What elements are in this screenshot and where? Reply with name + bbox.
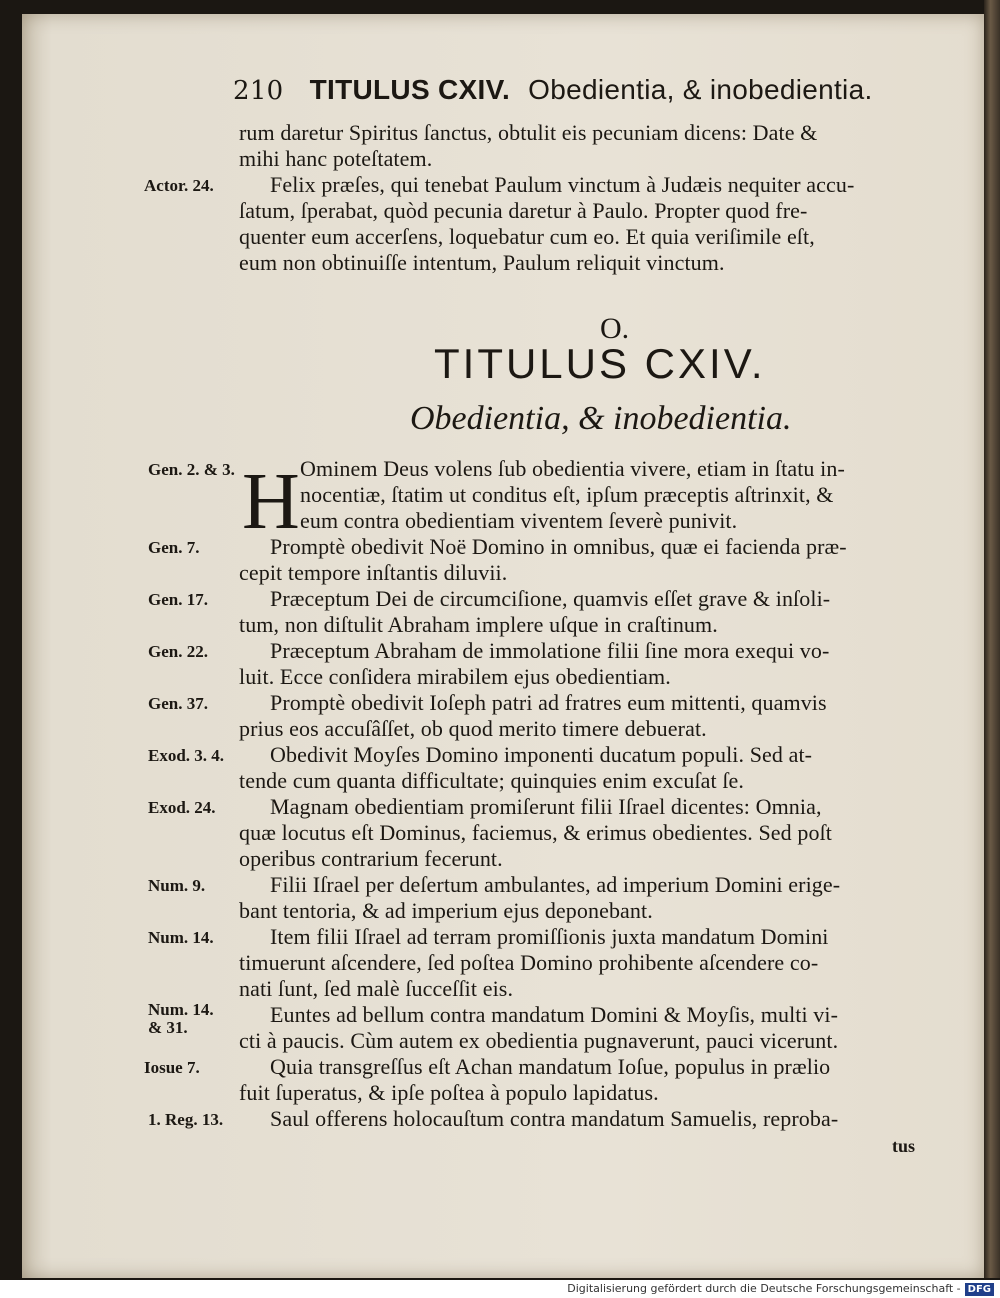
margin-reference: Num. 14.: [148, 928, 214, 947]
catchword: tus: [892, 1136, 916, 1156]
margin-reference: & 31.: [148, 1018, 188, 1037]
section-letter: O.: [600, 312, 630, 345]
text-line: Promptè obedivit Noë Domino in omnibus, quæ ei facienda præ-: [270, 534, 847, 559]
margin-reference: Gen. 7.: [148, 538, 200, 557]
drop-cap: H: [242, 458, 300, 546]
margin-reference: Gen. 22.: [148, 642, 208, 661]
margin-reference: Actor. 24.: [144, 176, 214, 195]
text-line: operibus contrarium fecerunt.: [239, 846, 503, 871]
section-subtitle: Obedientia, & inobedientia.: [410, 400, 792, 437]
text-line: Promptè obedivit Ioſeph patri ad fratres eum mittenti, quamvis: [270, 690, 827, 715]
digitization-footer: [0, 1280, 1000, 1298]
text-line: Quia transgreſſus eſt Achan mandatum Ioſue, populus in prælio: [270, 1054, 831, 1079]
text-line: bant tentoria, & ad imperium ejus deponebant.: [239, 898, 653, 923]
text-line: Euntes ad bellum contra mandatum Domini & Moyſis, multi vi-: [270, 1002, 839, 1027]
page-number: 210: [233, 76, 284, 106]
text-line: tum, non diſtulit Abraham implere uſque in craſtinum.: [239, 612, 718, 637]
text-line: Præceptum Dei de circumciſione, quamvis eſſet grave & inſoli-: [270, 586, 831, 611]
page-content: [22, 14, 984, 1278]
book-edge: [984, 0, 1000, 1278]
text-line: Item filii Iſrael ad terram promiſſionis juxta mandatum Domini: [270, 924, 829, 949]
text-line: nati ſunt, ſed malè ſucceſſit eis.: [239, 976, 514, 1001]
running-head: [233, 74, 893, 106]
margin-reference: Gen. 2. & 3.: [148, 460, 235, 479]
footer-text: Digitalisierung gefördert durch die Deutsche Forschungsgemeinschaft -: [567, 1282, 961, 1295]
text-line: Ominem Deus volens ſub obedientia vivere, etiam in ſtatu in-: [300, 456, 845, 481]
margin-reference: 1. Reg. 13.: [148, 1110, 224, 1129]
text-line: ſatum, ſperabat, quòd pecunia daretur à Paulo. Propter quod fre-: [239, 198, 808, 223]
text-line: mihi hanc poteſtatem.: [239, 146, 433, 171]
text-line: Magnam obedientiam promiſerunt filii Iſrael dicentes: Omnia,: [270, 794, 822, 819]
text-line: quenter eum accerſens, loquebatur cum eo. Et quia veriſimile eſt,: [239, 224, 815, 249]
section-title: TITULUS CXIV.: [434, 340, 766, 387]
dfg-logo-icon: DFG: [965, 1283, 994, 1296]
text-line: prius eos accuſâſſet, ob quod merito timere debuerat.: [239, 716, 707, 741]
text-line: rum daretur Spiritus ſanctus, obtulit eis pecuniam dicens: Date &: [239, 120, 818, 145]
text-line: quæ locutus eſt Dominus, faciemus, & erimus obedientes. Sed poſt: [239, 820, 832, 845]
book-page: [22, 14, 984, 1278]
text-line: nocentiæ, ſtatim ut conditus eſt, ipſum præceptis aſtrinxit, &: [300, 482, 834, 507]
text-line: Obedivit Moyſes Domino imponenti ducatum populi. Sed at-: [270, 742, 813, 767]
margin-reference: Num. 14.: [148, 1000, 214, 1019]
margin-reference: Gen. 37.: [148, 694, 208, 713]
running-head-title: TITULUS CXIV.: [309, 74, 511, 105]
text-line: luit. Ecce conſidera mirabilem ejus obedientiam.: [239, 664, 671, 689]
text-line: eum non obtinuiſſe intentum, Paulum reliquit vinctum.: [239, 250, 725, 275]
text-line: fuit ſuperatus, & ipſe poſtea à populo lapidatus.: [239, 1080, 659, 1105]
margin-reference: Exod. 3. 4.: [148, 746, 225, 765]
text-line: Felix præſes, qui tenebat Paulum vinctum à Judæis nequiter accu-: [270, 172, 855, 197]
text-line: Filii Iſrael per deſertum ambulantes, ad imperium Domini erige-: [270, 872, 841, 897]
margin-reference: Gen. 17.: [148, 590, 208, 609]
text-line: cepit tempore inſtantis diluvii.: [239, 560, 508, 585]
text-line: Præceptum Abraham de immolatione filii ſine mora exequi vo-: [270, 638, 830, 663]
text-line: timuerunt aſcendere, ſed poſtea Domino prohibente aſcendere co-: [239, 950, 819, 975]
text-line: tende cum quanta difficultate; quinquies enim excuſat ſe.: [239, 768, 745, 793]
margin-reference: Num. 9.: [148, 876, 206, 895]
margin-reference: Iosue 7.: [144, 1058, 200, 1077]
margin-reference: Exod. 24.: [148, 798, 216, 817]
text-line: eum contra obedientiam viventem ſeverè punivit.: [300, 508, 738, 533]
running-head-subject: Obedientia, & inobedientia.: [528, 74, 873, 105]
text-line: cti à paucis. Cùm autem ex obedientia pugnaverunt, pauci vicerunt.: [239, 1028, 839, 1053]
text-line: Saul offerens holocauſtum contra mandatum Samuelis, reproba-: [270, 1106, 839, 1131]
